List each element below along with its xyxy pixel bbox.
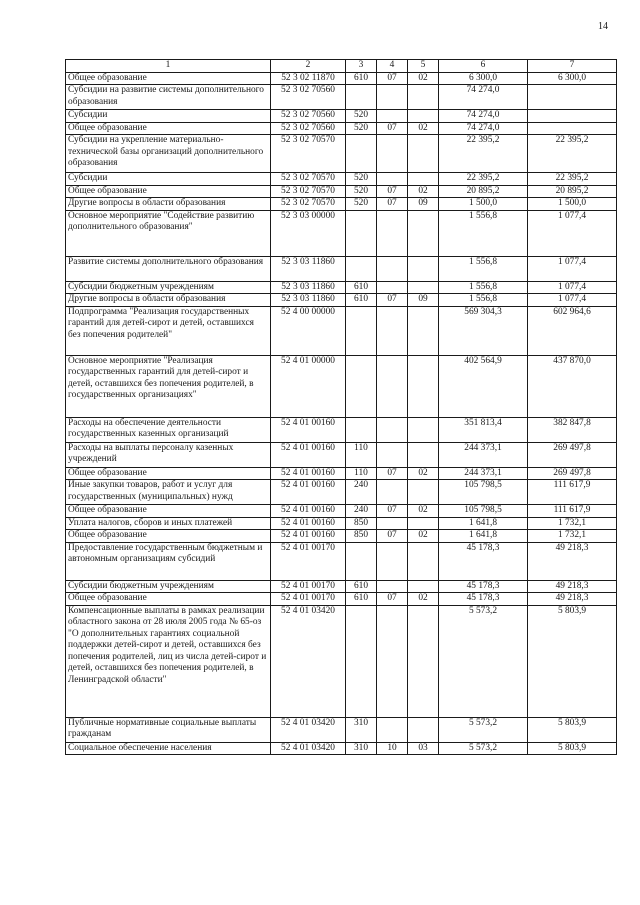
target-code: 52 4 01 00160 [271, 442, 346, 467]
table-row [66, 442, 617, 467]
expense-type: 110 [346, 442, 377, 467]
amount-year-2: 269 497,8 [528, 442, 617, 467]
row-name: Подпрограмма "Реализация государственных гарантий для детей-сирот и детей, оставшихся без попечения родителей" [66, 306, 271, 355]
target-code: 52 3 03 11860 [271, 256, 346, 281]
section [377, 605, 408, 717]
amount-year-2: 602 964,6 [528, 306, 617, 355]
target-code: 52 3 02 70560 [271, 122, 346, 135]
amount-year-1: 74 274,0 [439, 85, 528, 110]
target-code: 52 3 02 70570 [271, 135, 346, 173]
table-row [66, 256, 617, 281]
section: 07 [377, 593, 408, 606]
amount-year-1: 105 798,5 [439, 505, 528, 518]
target-code: 52 4 01 00160 [271, 530, 346, 543]
target-code: 52 4 00 00000 [271, 306, 346, 355]
subsection: 02 [408, 122, 439, 135]
expense-type: 610 [346, 72, 377, 85]
amount-year-2: 5 803,9 [528, 742, 617, 755]
amount-year-2: 269 497,8 [528, 467, 617, 480]
expense-type [346, 135, 377, 173]
amount-year-1: 45 178,3 [439, 542, 528, 580]
subsection [408, 517, 439, 530]
row-name: Субсидии на развитие системы дополнительного образования [66, 85, 271, 110]
amount-year-1: 45 178,3 [439, 580, 528, 593]
table-row [66, 72, 617, 85]
target-code: 52 3 02 70570 [271, 173, 346, 186]
expense-type: 240 [346, 505, 377, 518]
amount-year-1: 1 556,8 [439, 281, 528, 294]
target-code: 52 3 02 70570 [271, 185, 346, 198]
row-name: Уплата налогов, сборов и иных платежей [66, 517, 271, 530]
expense-type [346, 355, 377, 417]
subsection: 09 [408, 294, 439, 307]
table-header-row [66, 60, 617, 73]
subsection [408, 480, 439, 505]
section [377, 517, 408, 530]
amount-year-2: 5 803,9 [528, 605, 617, 717]
section: 07 [377, 467, 408, 480]
table-row [66, 306, 617, 355]
expense-type: 610 [346, 580, 377, 593]
table-row [66, 467, 617, 480]
table-row [66, 542, 617, 580]
amount-year-1: 1 641,8 [439, 517, 528, 530]
row-name: Общее образование [66, 72, 271, 85]
expense-type [346, 210, 377, 256]
amount-year-2: 1 077,4 [528, 256, 617, 281]
page-number: 14 [598, 21, 608, 32]
amount-year-2: 1 077,4 [528, 210, 617, 256]
amount-year-2 [528, 122, 617, 135]
amount-year-2: 1 732,1 [528, 517, 617, 530]
amount-year-2: 437 870,0 [528, 355, 617, 417]
subsection: 02 [408, 530, 439, 543]
target-code: 52 3 03 00000 [271, 210, 346, 256]
row-name: Другие вопросы в области образования [66, 294, 271, 307]
expense-type [346, 417, 377, 442]
amount-year-1: 22 395,2 [439, 173, 528, 186]
amount-year-1: 244 373,1 [439, 442, 528, 467]
row-name: Компенсационные выплаты в рамках реализации областного закона от 28 июля 2005 года № 65-оз "О дополнительных гарантиях социальной поддержки детей-сирот и детей, оставшихся без попечения родителей, лиц из числа детей-сирот и детей, оставшихся без попечения родителей, в Ленинградской области" [66, 605, 271, 717]
section [377, 355, 408, 417]
expense-type: 610 [346, 593, 377, 606]
amount-year-2: 49 218,3 [528, 580, 617, 593]
subsection [408, 135, 439, 173]
expense-type: 310 [346, 717, 377, 742]
table-row [66, 173, 617, 186]
column-header: 5 [408, 60, 439, 73]
amount-year-1: 6 300,0 [439, 72, 528, 85]
subsection: 02 [408, 72, 439, 85]
amount-year-1: 1 641,8 [439, 530, 528, 543]
target-code: 52 4 01 00160 [271, 417, 346, 442]
amount-year-1: 402 564,9 [439, 355, 528, 417]
subsection: 02 [408, 185, 439, 198]
table-row [66, 505, 617, 518]
subsection [408, 110, 439, 123]
section [377, 717, 408, 742]
row-name: Общее образование [66, 505, 271, 518]
subsection [408, 580, 439, 593]
subsection [408, 256, 439, 281]
target-code: 52 4 01 00160 [271, 480, 346, 505]
target-code: 52 4 01 00170 [271, 542, 346, 580]
table-row [66, 294, 617, 307]
amount-year-1: 5 573,2 [439, 605, 528, 717]
subsection [408, 605, 439, 717]
amount-year-2: 6 300,0 [528, 72, 617, 85]
section [377, 306, 408, 355]
row-name: Другие вопросы в области образования [66, 198, 271, 211]
target-code: 52 4 01 00170 [271, 580, 346, 593]
row-name: Расходы на выплаты персоналу казенных учреждений [66, 442, 271, 467]
section [377, 135, 408, 173]
target-code: 52 4 01 00000 [271, 355, 346, 417]
row-name: Иные закупки товаров, работ и услуг для государственных (муниципальных) нужд [66, 480, 271, 505]
section: 07 [377, 505, 408, 518]
section [377, 256, 408, 281]
expense-type: 240 [346, 480, 377, 505]
row-name: Субсидии бюджетным учреждениям [66, 580, 271, 593]
row-name: Субсидии бюджетным учреждениям [66, 281, 271, 294]
expense-type [346, 605, 377, 717]
section [377, 210, 408, 256]
row-name: Предоставление государственным бюджетным и автономным организациям субсидий [66, 542, 271, 580]
subsection [408, 85, 439, 110]
amount-year-2: 1 077,4 [528, 294, 617, 307]
expense-type [346, 306, 377, 355]
subsection: 09 [408, 198, 439, 211]
subsection: 02 [408, 467, 439, 480]
expense-type [346, 542, 377, 580]
section: 07 [377, 185, 408, 198]
row-name: Основное мероприятие "Реализация государственных гарантий для детей-сирот и детей, оставшихся без попечения родителей, в государственных организациях" [66, 355, 271, 417]
expense-type [346, 85, 377, 110]
row-name: Общее образование [66, 530, 271, 543]
section: 10 [377, 742, 408, 755]
target-code: 52 4 01 00160 [271, 505, 346, 518]
amount-year-1: 74 274,0 [439, 110, 528, 123]
subsection [408, 281, 439, 294]
row-name: Общее образование [66, 185, 271, 198]
amount-year-1: 20 895,2 [439, 185, 528, 198]
amount-year-1: 5 573,2 [439, 742, 528, 755]
subsection [408, 442, 439, 467]
column-header: 6 [439, 60, 528, 73]
amount-year-1: 5 573,2 [439, 717, 528, 742]
section [377, 85, 408, 110]
column-header: 2 [271, 60, 346, 73]
target-code: 52 3 02 11870 [271, 72, 346, 85]
section: 07 [377, 122, 408, 135]
target-code: 52 4 01 00170 [271, 593, 346, 606]
subsection [408, 306, 439, 355]
expense-type: 520 [346, 173, 377, 186]
section [377, 110, 408, 123]
subsection [408, 542, 439, 580]
section: 07 [377, 294, 408, 307]
table-row [66, 593, 617, 606]
column-header: 3 [346, 60, 377, 73]
target-code: 52 3 02 70570 [271, 198, 346, 211]
amount-year-2: 22 395,2 [528, 135, 617, 173]
amount-year-1: 1 556,8 [439, 294, 528, 307]
table-row [66, 185, 617, 198]
table-row [66, 517, 617, 530]
section: 07 [377, 72, 408, 85]
section [377, 417, 408, 442]
table-row [66, 605, 617, 717]
table-row [66, 355, 617, 417]
target-code: 52 3 02 70560 [271, 85, 346, 110]
amount-year-2: 49 218,3 [528, 593, 617, 606]
row-name: Общее образование [66, 467, 271, 480]
row-name: Субсидии на укрепление материально-технической базы организаций дополнительного образования [66, 135, 271, 173]
section [377, 542, 408, 580]
table-row [66, 742, 617, 755]
expense-type: 310 [346, 742, 377, 755]
row-name: Основное мероприятие "Содействие развитию дополнительного образования" [66, 210, 271, 256]
target-code: 52 3 02 70560 [271, 110, 346, 123]
subsection: 02 [408, 593, 439, 606]
amount-year-1: 244 373,1 [439, 467, 528, 480]
expense-type: 610 [346, 294, 377, 307]
amount-year-1: 22 395,2 [439, 135, 528, 173]
table-row [66, 417, 617, 442]
amount-year-2: 111 617,9 [528, 505, 617, 518]
table-row [66, 198, 617, 211]
section: 07 [377, 198, 408, 211]
subsection [408, 173, 439, 186]
amount-year-2: 5 803,9 [528, 717, 617, 742]
target-code: 52 4 01 00160 [271, 467, 346, 480]
target-code: 52 4 01 03420 [271, 717, 346, 742]
target-code: 52 4 01 00160 [271, 517, 346, 530]
amount-year-1: 45 178,3 [439, 593, 528, 606]
target-code: 52 4 01 03420 [271, 742, 346, 755]
expense-type: 110 [346, 467, 377, 480]
amount-year-2: 20 895,2 [528, 185, 617, 198]
subsection: 03 [408, 742, 439, 755]
amount-year-2: 1 500,0 [528, 198, 617, 211]
row-name: Развитие системы дополнительного образования [66, 256, 271, 281]
table-row [66, 85, 617, 110]
row-name: Расходы на обеспечение деятельности государственных казенных организаций [66, 417, 271, 442]
subsection [408, 210, 439, 256]
row-name: Социальное обеспечение населения [66, 742, 271, 755]
amount-year-1: 1 556,8 [439, 210, 528, 256]
amount-year-1: 569 304,3 [439, 306, 528, 355]
budget-table [65, 59, 617, 755]
target-code: 52 4 01 03420 [271, 605, 346, 717]
section [377, 281, 408, 294]
table-row [66, 281, 617, 294]
amount-year-2: 382 847,8 [528, 417, 617, 442]
expense-type: 850 [346, 530, 377, 543]
subsection [408, 717, 439, 742]
expense-type: 520 [346, 110, 377, 123]
section [377, 480, 408, 505]
table-row [66, 135, 617, 173]
amount-year-2: 49 218,3 [528, 542, 617, 580]
expense-type [346, 256, 377, 281]
amount-year-1: 1 556,8 [439, 256, 528, 281]
amount-year-2 [528, 85, 617, 110]
amount-year-2: 1 077,4 [528, 281, 617, 294]
amount-year-2: 22 395,2 [528, 173, 617, 186]
expense-type: 610 [346, 281, 377, 294]
row-name: Общее образование [66, 122, 271, 135]
table-row [66, 480, 617, 505]
row-name: Субсидии [66, 110, 271, 123]
amount-year-2 [528, 110, 617, 123]
column-header: 1 [66, 60, 271, 73]
target-code: 52 3 03 11860 [271, 281, 346, 294]
amount-year-2: 111 617,9 [528, 480, 617, 505]
row-name: Публичные нормативные социальные выплаты гражданам [66, 717, 271, 742]
table-row [66, 210, 617, 256]
table-row [66, 717, 617, 742]
target-code: 52 3 03 11860 [271, 294, 346, 307]
table-row [66, 530, 617, 543]
amount-year-1: 74 274,0 [439, 122, 528, 135]
subsection: 02 [408, 505, 439, 518]
expense-type: 850 [346, 517, 377, 530]
row-name: Субсидии [66, 173, 271, 186]
subsection [408, 417, 439, 442]
amount-year-2: 1 732,1 [528, 530, 617, 543]
amount-year-1: 351 813,4 [439, 417, 528, 442]
amount-year-1: 105 798,5 [439, 480, 528, 505]
section [377, 173, 408, 186]
table-row [66, 580, 617, 593]
row-name: Общее образование [66, 593, 271, 606]
table-row [66, 122, 617, 135]
subsection [408, 355, 439, 417]
amount-year-1: 1 500,0 [439, 198, 528, 211]
section [377, 580, 408, 593]
expense-type: 520 [346, 122, 377, 135]
section: 07 [377, 530, 408, 543]
column-header: 4 [377, 60, 408, 73]
column-header: 7 [528, 60, 617, 73]
expense-type: 520 [346, 185, 377, 198]
section [377, 442, 408, 467]
table-row [66, 110, 617, 123]
expense-type: 520 [346, 198, 377, 211]
